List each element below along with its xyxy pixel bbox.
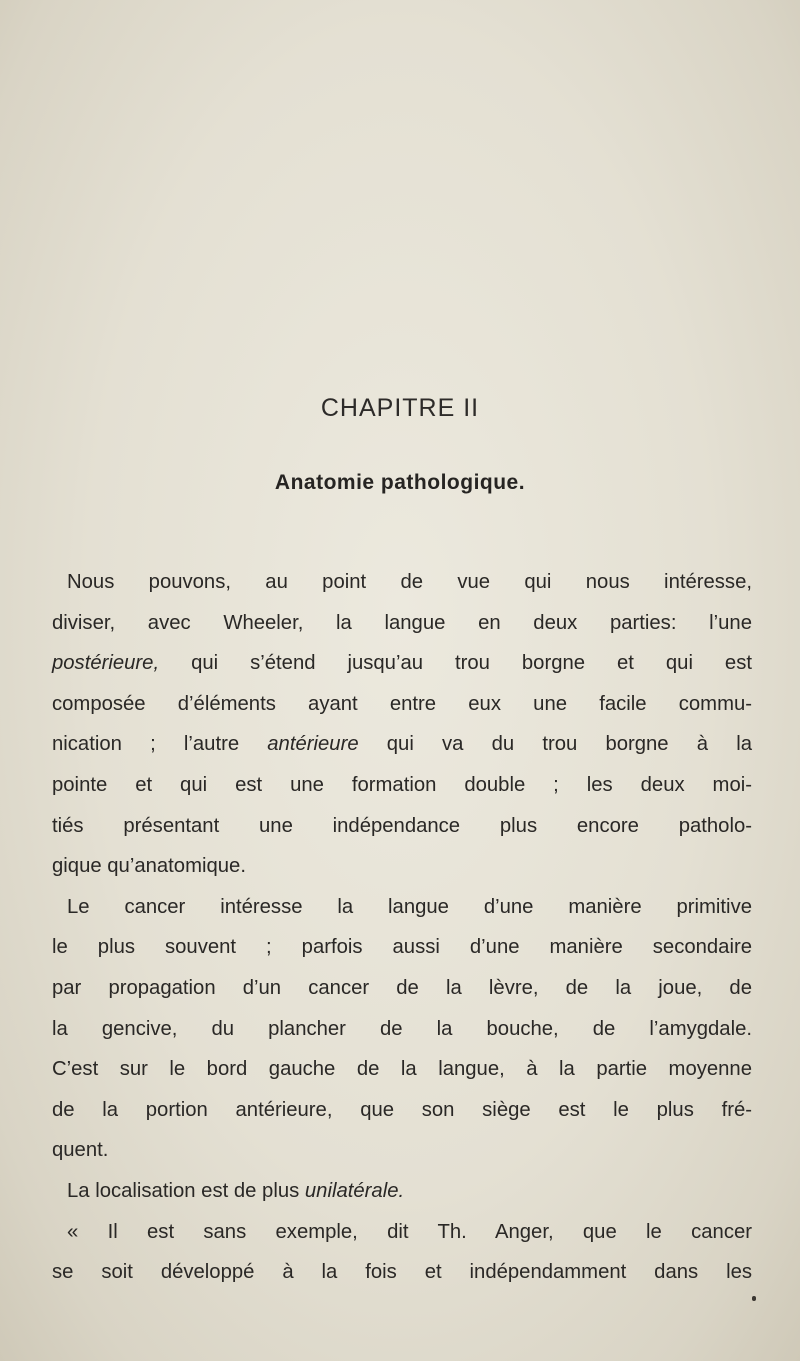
body-text [52, 562, 752, 1293]
text-line-7: tiés présentant une indépendance plus encore patholo- [52, 814, 752, 837]
text-line-13: C’est sur le bord gauche de la langue, à la partie moyenne [52, 1058, 752, 1081]
italic-term-anterieure: antérieure [267, 733, 359, 756]
section-title: Anatomie pathologique. [274, 471, 526, 494]
text-line-16 [52, 1171, 752, 1212]
text-line-6: pointe et qui est une formation double ; les deux moi- [52, 773, 752, 796]
text-line-18: se soit développé à la fois et indépendamment dans les [52, 1261, 752, 1284]
text-line-16-start: La localisation est de plus [67, 1179, 305, 1202]
text-line-8: gique qu’anatomique. [52, 855, 246, 878]
chapter-heading: CHAPITRE II [320, 394, 480, 422]
ink-speck [752, 1296, 756, 1301]
text-line-9: Le cancer intéresse la langue d’une manière primitive [67, 895, 752, 918]
text-line-2: diviser, avec Wheeler, la langue en deux parties: l’une [52, 611, 752, 634]
text-line-5 [52, 724, 752, 765]
italic-term-posterieure: postérieure, [52, 652, 160, 675]
text-line-3-rest: qui s’étend jusqu’au trou borgne et qui est [159, 652, 752, 675]
text-line-17: « Il est sans exemple, dit Th. Anger, que le cancer [67, 1220, 752, 1243]
italic-term-unilaterale: unilatérale. [304, 1179, 405, 1202]
text-line-5-rest: qui va du trou borgne à la [358, 733, 752, 756]
text-line-15: quent. [52, 1139, 109, 1162]
text-line-11: par propagation d’un cancer de la lèvre, de la joue, de [52, 976, 752, 999]
text-line-1: Nous pouvons, au point de vue qui nous intéresse, [67, 571, 752, 593]
text-line-14: de la portion antérieure, que son siège est le plus fré- [52, 1098, 752, 1121]
text-line-12: la gencive, du plancher de la bouche, de l’amygdale. [52, 1017, 752, 1040]
text-line-5-start: nication ; l’autre [52, 733, 268, 756]
text-line-3 [52, 643, 752, 684]
text-line-4: composée d’éléments ayant entre eux une facile commu- [52, 692, 752, 715]
text-line-10: le plus souvent ; parfois aussi d’une manière secondaire [52, 936, 752, 959]
